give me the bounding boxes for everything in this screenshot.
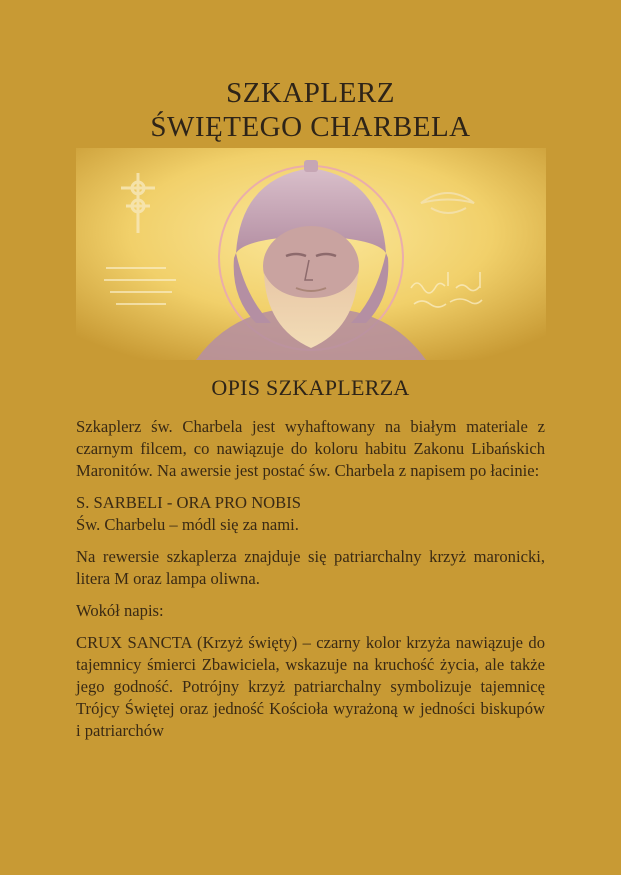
page-title-line2: ŚWIĘTEGO CHARBELA xyxy=(150,111,471,143)
section-title: OPIS SZKAPLERZA xyxy=(211,375,410,400)
saint-charbel-icon-image xyxy=(76,148,546,360)
paragraph-reverse: Na rewersie szkaplerza znajduje się patriarchalny krzyż maronicki, litera M oraz lampa oliwna. xyxy=(76,547,545,588)
paragraph-crux-sancta: CRUX SANCTA (Krzyż święty) – czarny kolor krzyża nawiązuje do tajemnicy śmierci Zbawiciela, wskazuje na kruchość życia, ale także jego godność. Potrójny krzyż patriarchalny symbolizuje tajemnicę Trójcy Świętej oraz jedność Kościoła wyrażoną w jedności biskupów i patriarchów xyxy=(76,633,545,740)
paragraph-around: Wokół napis: xyxy=(76,601,164,620)
latin-inscription: S. SARBELI - ORA PRO NOBIS xyxy=(76,493,301,512)
description-body xyxy=(76,416,545,752)
latin-translation: Św. Charbelu – módl się za nami. xyxy=(76,515,299,534)
paragraph-intro: Szkaplerz św. Charbela jest wyhaftowany na białym materiale z czarnym filcem, co nawiązuje do koloru habitu Zakonu Libańskich Maronitów. Na awersie jest postać św. Charbela z napisem po łacinie: xyxy=(76,417,545,480)
page-title-line1: SZKAPLERZ xyxy=(226,77,395,109)
